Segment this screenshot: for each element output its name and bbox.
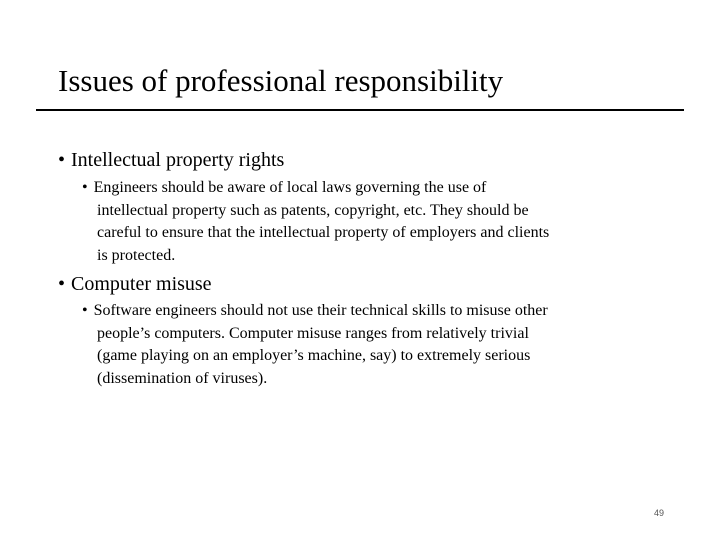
sub-bullet-marker: • [82,179,88,196]
bullet-heading: Computer misuse [71,273,212,295]
sub-bullet-line: intellectual property such as patents, copyright, etc. They should be [97,201,529,219]
title-divider [36,109,684,111]
sub-bullet-marker: • [82,302,88,319]
bullet-heading: Intellectual property rights [71,149,285,171]
sub-bullet-computer-misuse [82,300,682,390]
sub-bullet-line: people’s computers. Computer misuse ranges from relatively trivial [97,324,529,342]
sub-bullet-line: (dissemination of viruses). [97,369,268,387]
bullet-computer-misuse [58,272,212,296]
slide-title: Issues of professional responsibility [58,63,504,98]
sub-bullet-line: (game playing on an employer’s machine, say) to extremely serious [97,347,531,364]
sub-bullet-line: is protected. [97,246,176,264]
bullet-intellectual-property [58,148,284,172]
page-number: 49 [653,508,664,518]
bullet-marker: • [58,273,66,295]
bullet-marker: • [58,149,66,171]
sub-bullet-line: • Engineers should be aware of local laws governing the use of [82,179,486,196]
sub-bullet-line: careful to ensure that the intellectual property of employers and clients [97,224,550,241]
sub-bullet-intellectual-property [82,177,682,267]
sub-bullet-line: • Software engineers should not use their technical skills to misuse other [82,302,548,319]
